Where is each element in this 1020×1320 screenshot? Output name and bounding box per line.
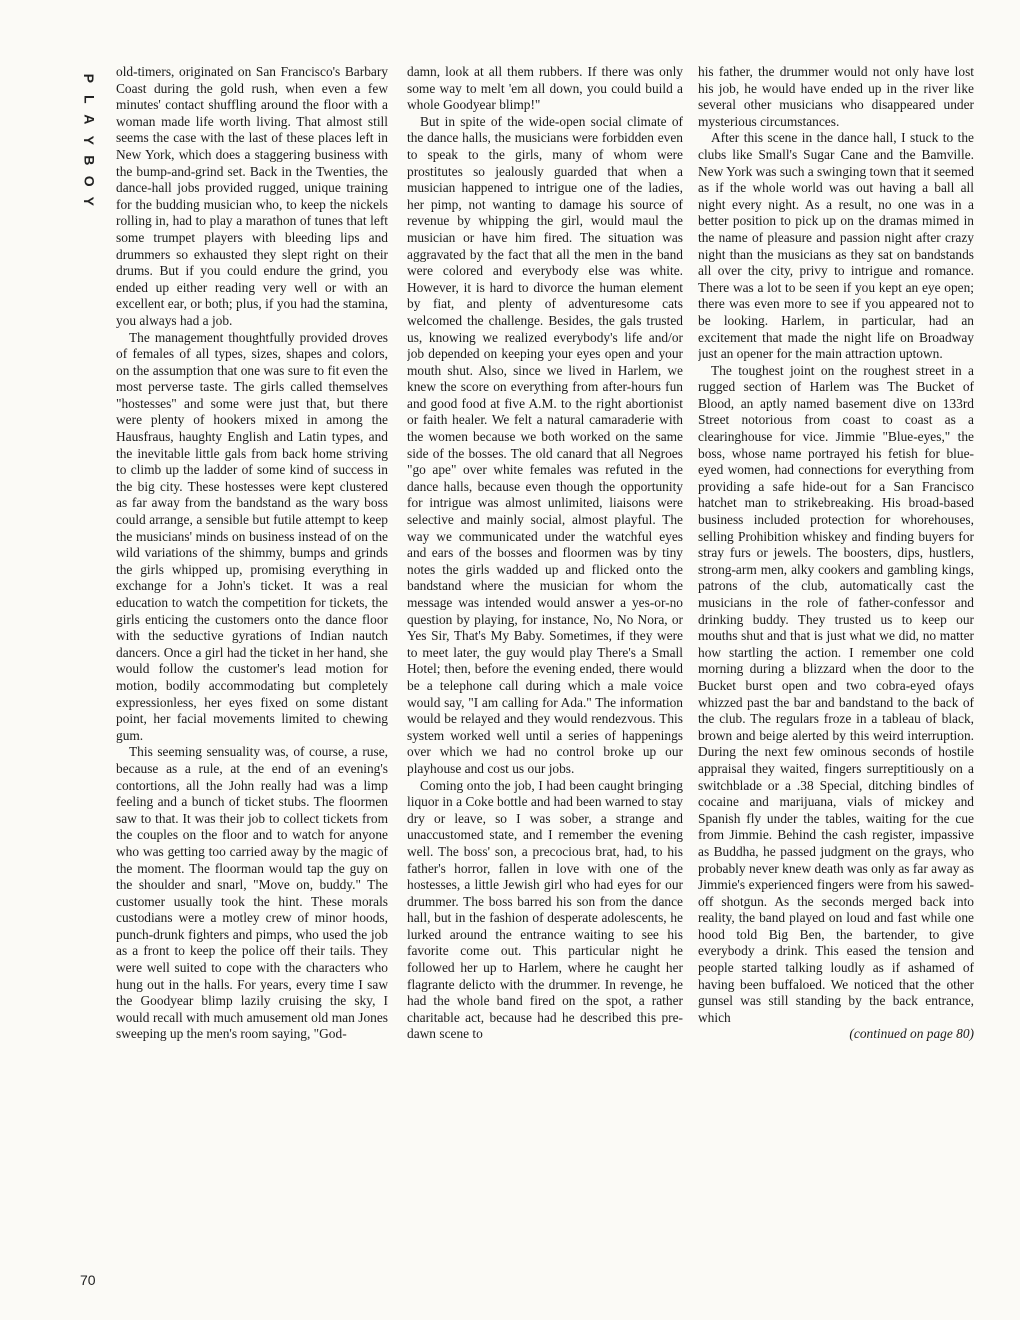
magazine-masthead [78,68,100,212]
masthead-letter: A [81,114,98,125]
masthead-letter: Y [81,135,98,145]
masthead-letter: P [81,73,98,83]
text-column-3 [698,64,974,1296]
page-number: 70 [80,1272,96,1288]
paragraph: damn, look at all them rubbers. If there was only some way to melt 'em all down, you could build a whole Goodyear blimp!" [407,64,683,113]
masthead-letter: Y [81,196,98,206]
continuation-note[interactable]: (continued on page 80) [849,1026,974,1042]
paragraph: old-timers, originated on San Francisco's Barbary Coast during the gold rush, when even a few minutes' contact shuffling around the floor with a woman made life worth living. That almost still seems the case with the last of these places left in New York, which does a staggering business with the bump-and-grind set. Back in the Twenties, the dance-hall jobs provided rugged, unique training for the budding musician who, to keep the nickels rolling in, had to play a marathon of tunes that left some trumpet players with bleeding lips and drummers so exhausted they slept right on their drums. But if you could endure the grind, you ended up either reading very well or with an excellent ear, or both; plus, if you had the stamina, you always had a job. [116,64,388,328]
paragraph: The toughest joint on the roughest street in a rugged section of Harlem was The Bucket of Blood, an aptly named basement dive on 133rd Street notorious from coast to coast as a clearinghouse for vice. Jimmie "Blue-eyes," the boss, whose name portrayed his fetish for blue-eyed women, had connections for everything from providing a safe hide-out for a San Francisco hatchet man to strikebreaking. His broad-based business included protection for whorehouses, selling Prohibition whiskey and finding buyers for stray furs or jewels. The boosters, dips, hustlers, strong-arm men, alky cookers and gambling kings, patrons of the club, automatically cast the musicians in the role of father-confessor and drinking buddy. They trusted us to keep our mouths shut and that is just what we did, no matter how startling the action. I remember one cold morning during a blizzard when the door to the Bucket burst open and two cobra-eyed ofays whizzed past the bar and bandstand to the back of the club. The regulars froze in a tableau of black, brown and beige alerted by this weird interruption. During the next few ominous seconds of hostile appraisal they waited, fingers surreptitiously on a switchblade or a .38 Special, ditching bindles of cocaine and marijuana, vials of mickey and Spanish fly under the tables, waiting for the cue from Jimmie. Behind the cash register, impassive as Buddha, he passed judgment on the grays, who probably never knew death was only as far away as Jimmie's experienced fingers were from his sawed-off shotgun. As the seconds merged back into reality, the band played on loud and fast while one hood told Big Ben, the bartender, to give everybody a drink. This eased the tension and people started talking loudly as if ashamed of having been buffaloed. We noticed that the other gunsel was still standing by the back entrance, which [698,362,974,1025]
masthead-letter: B [81,155,98,166]
masthead-letter: O [81,175,98,187]
paragraph: This seeming sensuality was, of course, a ruse, because as a rule, at the end of an evening's contortions, all the John really had was a limp feeling and a bunch of ticket stubs. The floormen saw to that. It was their job to collect tickets from the couples on the floor and to watch for anyone who was getting too carried away by the magic of the moment. The floorman would tap the guy on the shoulder and snarl, "Move on, buddy." The customer usually took the hint. These morals custodians were a motley crew of minor hoods, punch-drunk fighters and pimps, who used the job as a front to keep the police off their tails. They were well suited to cope with the characters who hung out in the halls. For years, every time I saw the Goodyear blimp lazily cruising the sky, I would recall with much amusement old man Jones sweeping up the men's room saying, "God- [116,744,388,1042]
masthead-letter: L [81,94,98,104]
paragraph: After this scene in the dance hall, I stuck to the clubs like Small's Sugar Cane and the Bamville. New York was such a swinging town that it seemed as if the whole world was out having a ball all night every night. As a result, no one was in a better position to pick up on the dramas mimed in the name of pleasure and passion night after crazy night than the musicians as they sat on bandstands all over the city, privy to intrigue and romance. There was a lot to be seen if you kept an eye open; there was even more to see if you appeared not to be looking. Harlem, in particular, had an excitement that made the night life on Broadway just an opener for the main attraction uptown. [698,130,974,362]
paragraph: The management thoughtfully provided droves of females of all types, sizes, shapes and colors, on the assumption that one was sure to fit even the most perverse taste. The girls called themselves "hostesses" and some were just that, but there were plenty of hookers mixed in among the Hausfraus, haughty English and Latin types, and the inevitable little gals from back home striving to climb up the ladder of some kind of success in the big city. These hostesses were kept clustered as far away from the bandstand as the wary boss could arrange, a sensible but futile attempt to keep the musicians' minds on business instead of on the wild variations of the shimmy, bumps and grinds the girls whipped up, promising everything in exchange for a John's ticket. It was a real education to watch the competition for tickets, the girls enticing the customers onto the dance floor with the seductive gyrations of Indian nautch dancers. Once a girl had the ticket in her hand, she would follow the customer's lead motion for motion, bodily accommodating but completely expressionless, her eyes fixed on some distant point, her facial movements limited to chewing gum. [116,329,388,743]
paragraph: But in spite of the wide-open social climate of the dance halls, the musicians were forbidden even to speak to the girls, many of whom were prostitutes so jealously guarded that when a musician happened to intrigue one of the ladies, her pimp, not wanting to damage his source of revenue by whipping the girl, would maul the musician or have him fired. The situation was aggravated by the fact that all the men in the band were colored and everybody else was white. However, it is hard to divorce the human element by fiat, and plenty of adventuresome cats welcomed the challenge. Besides, the gals trusted us, knowing we realized everybody's life and/or job depended on keeping your eyes open and your mouth shut. Also, since we lived in Harlem, we knew the score on everything from after-hours fun and good food at five A.M. to the right abortionist or faith healer. We felt a natural camaraderie with the women because we both worked on the same side of the bosses. The old canard that all Negroes "go ape" over white females was refuted in the dance halls, because even though the opportunity for intrigue was almost unlimited, liaisons were selective and mainly social, almost playful. The way we communicated under the watchful eyes and ears of the bosses and floormen was by tiny notes the girls wadded up and flicked onto the bandstand where the musician for whom the message was intended would answer a yes-or-no question by playing, for instance, No, No Nora, or Yes Sir, That's My Baby. Sometimes, if they were to meet later, the guy would play There's a Small Hotel; then, before the evening ended, there would be a telephone call during which a male voice would say, "I am calling for Ada." The information would be relayed and they would rendezvous. This system worked well until a series of happenings over which we had no control broke up our playhouse and cost us our jobs. [407,113,683,776]
paragraph: Coming onto the job, I had been caught bringing liquor in a Coke bottle and had been warned to stay dry or leave, so I was sober, a strange and unaccustomed state, and I remember the evening well. The boss' son, a precocious brat, had, to his father's horror, fallen in love with one of the hostesses, a little Jewish girl who had eyes for our drummer. The boss barred his son from the dance hall, but in the fashion of desperate adolescents, he lurked around the entrance waiting to see his favorite come out. This particular night he followed her up to Harlem, where he caught her flagrante delicto with the drummer. In revenge, he had the whole band fired on the spot, a rather charitable act, because had he described this pre-dawn scene to [407,777,683,1042]
paragraph: his father, the drummer would not only have lost his job, he would have ended up in the river like several other musicians who disappeared under mysterious circumstances. [698,64,974,129]
text-column-1 [116,64,388,1296]
text-column-2 [407,64,683,1296]
